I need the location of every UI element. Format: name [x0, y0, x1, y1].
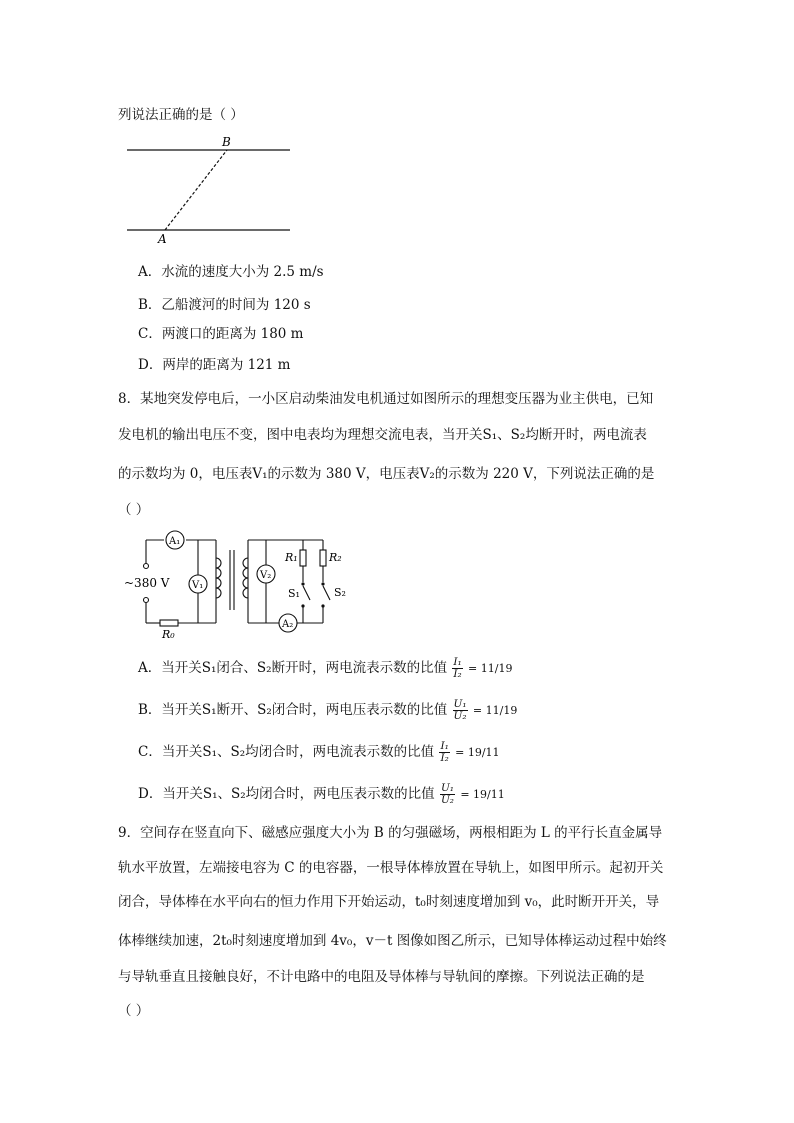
- q9-line-5: 与导轨垂直且接触良好，不计电路中的电阻及导体棒与导轨间的摩擦。下列说法正确的是: [118, 969, 645, 985]
- secondary-coil: [243, 558, 248, 598]
- r1-resistor: [300, 550, 306, 566]
- q7-tail-text: 列说法正确的是（ ）: [118, 107, 244, 123]
- river-figure: [120, 132, 300, 250]
- q8-line-2: 发电机的输出电压不变，图中电表均为理想交流电表，当开关S₁、S₂均断开时，两电流表: [118, 427, 647, 443]
- q7-option-a: A．水流的速度大小为 2.5 m/s: [138, 264, 324, 280]
- primary-coil: [216, 558, 221, 598]
- label-b: B: [222, 135, 231, 149]
- q8-option-a: A．当开关S₁闭合、S₂断开时，两电流表示数的比值 $\frac{\text{I₁}}{\text{I₂}}$ = 11/19: [138, 656, 513, 680]
- switch-s1: [303, 586, 310, 600]
- r0-resistor: [160, 620, 178, 626]
- switch-s2: [323, 586, 330, 600]
- q9-line-3: 闭合，导体棒在水平向右的恒力作用下开始运动，t₀时刻速度增加到 v₀，此时断开开关，导: [118, 894, 660, 910]
- q7-option-d: D．两岸的距离为 121 m: [138, 357, 291, 373]
- svg-text:R₀: R₀: [162, 628, 175, 641]
- q8-line-3: 的示数均为 0，电压表V₁的示数为 380 V，电压表V₂的示数为 220 V，下列说法正确的是: [118, 466, 655, 482]
- q8-option-d: D．当开关S₁、S₂均闭合时，两电压表示数的比值 $\frac{\text{U₁}}{\text{U₂}}$ = 19/11: [138, 782, 505, 806]
- q8-option-c: C．当开关S₁、S₂均闭合时，两电流表示数的比值 $\frac{\text{I₁}}{\text{I₂}}$ = 19/11: [138, 740, 500, 764]
- q9-line-6: （ ）: [118, 1003, 150, 1019]
- q9-line-2: 轨水平放置，左端接电容为 C 的电容器，一根导体棒放置在导轨上，如图甲所示。起初开关: [118, 860, 664, 876]
- q8-option-b: B．当开关S₁断开、S₂闭合时，两电压表示数的比值 $\frac{\text{U₁}}{\text{U₂}}$ = 11/19: [138, 698, 518, 722]
- q8-line-1: 8．某地突发停电后，一小区启动柴油发电机通过如图所示的理想变压器为业主供电，已知: [118, 391, 654, 407]
- svg-text:A₁: A₁: [169, 536, 181, 547]
- svg-text:S₂: S₂: [334, 586, 346, 599]
- label-a: A: [158, 232, 167, 246]
- svg-text:V₁: V₁: [192, 580, 204, 591]
- q8-line-4: （ ）: [118, 502, 150, 518]
- q7-option-b: B．乙船渡河的时间为 120 s: [138, 297, 311, 313]
- svg-text:S₁: S₁: [288, 587, 300, 600]
- svg-text:A₂: A₂: [282, 619, 294, 630]
- q7-option-c: C．两渡口的距离为 180 m: [138, 326, 304, 342]
- q9-line-4: 体棒继续加速，2t₀时刻速度增加到 4v₀，v－t 图像如图乙所示，已知导体棒运动过程中始终: [118, 933, 667, 949]
- source-terminal-top: [144, 564, 149, 569]
- svg-text:V₂: V₂: [260, 570, 272, 581]
- r2-resistor: [320, 550, 326, 566]
- svg-text:R₁: R₁: [285, 551, 298, 564]
- transformer-circuit: [118, 528, 358, 646]
- crossing-path: [165, 150, 227, 230]
- source-label: ~380 V: [124, 576, 170, 590]
- source-terminal-bottom: [144, 598, 149, 603]
- svg-text:R₂: R₂: [329, 551, 342, 564]
- q9-line-1: 9．空间存在竖直向下、磁感应强度大小为 B 的匀强磁场，两根相距为 L 的平行长直金属导: [118, 825, 663, 841]
